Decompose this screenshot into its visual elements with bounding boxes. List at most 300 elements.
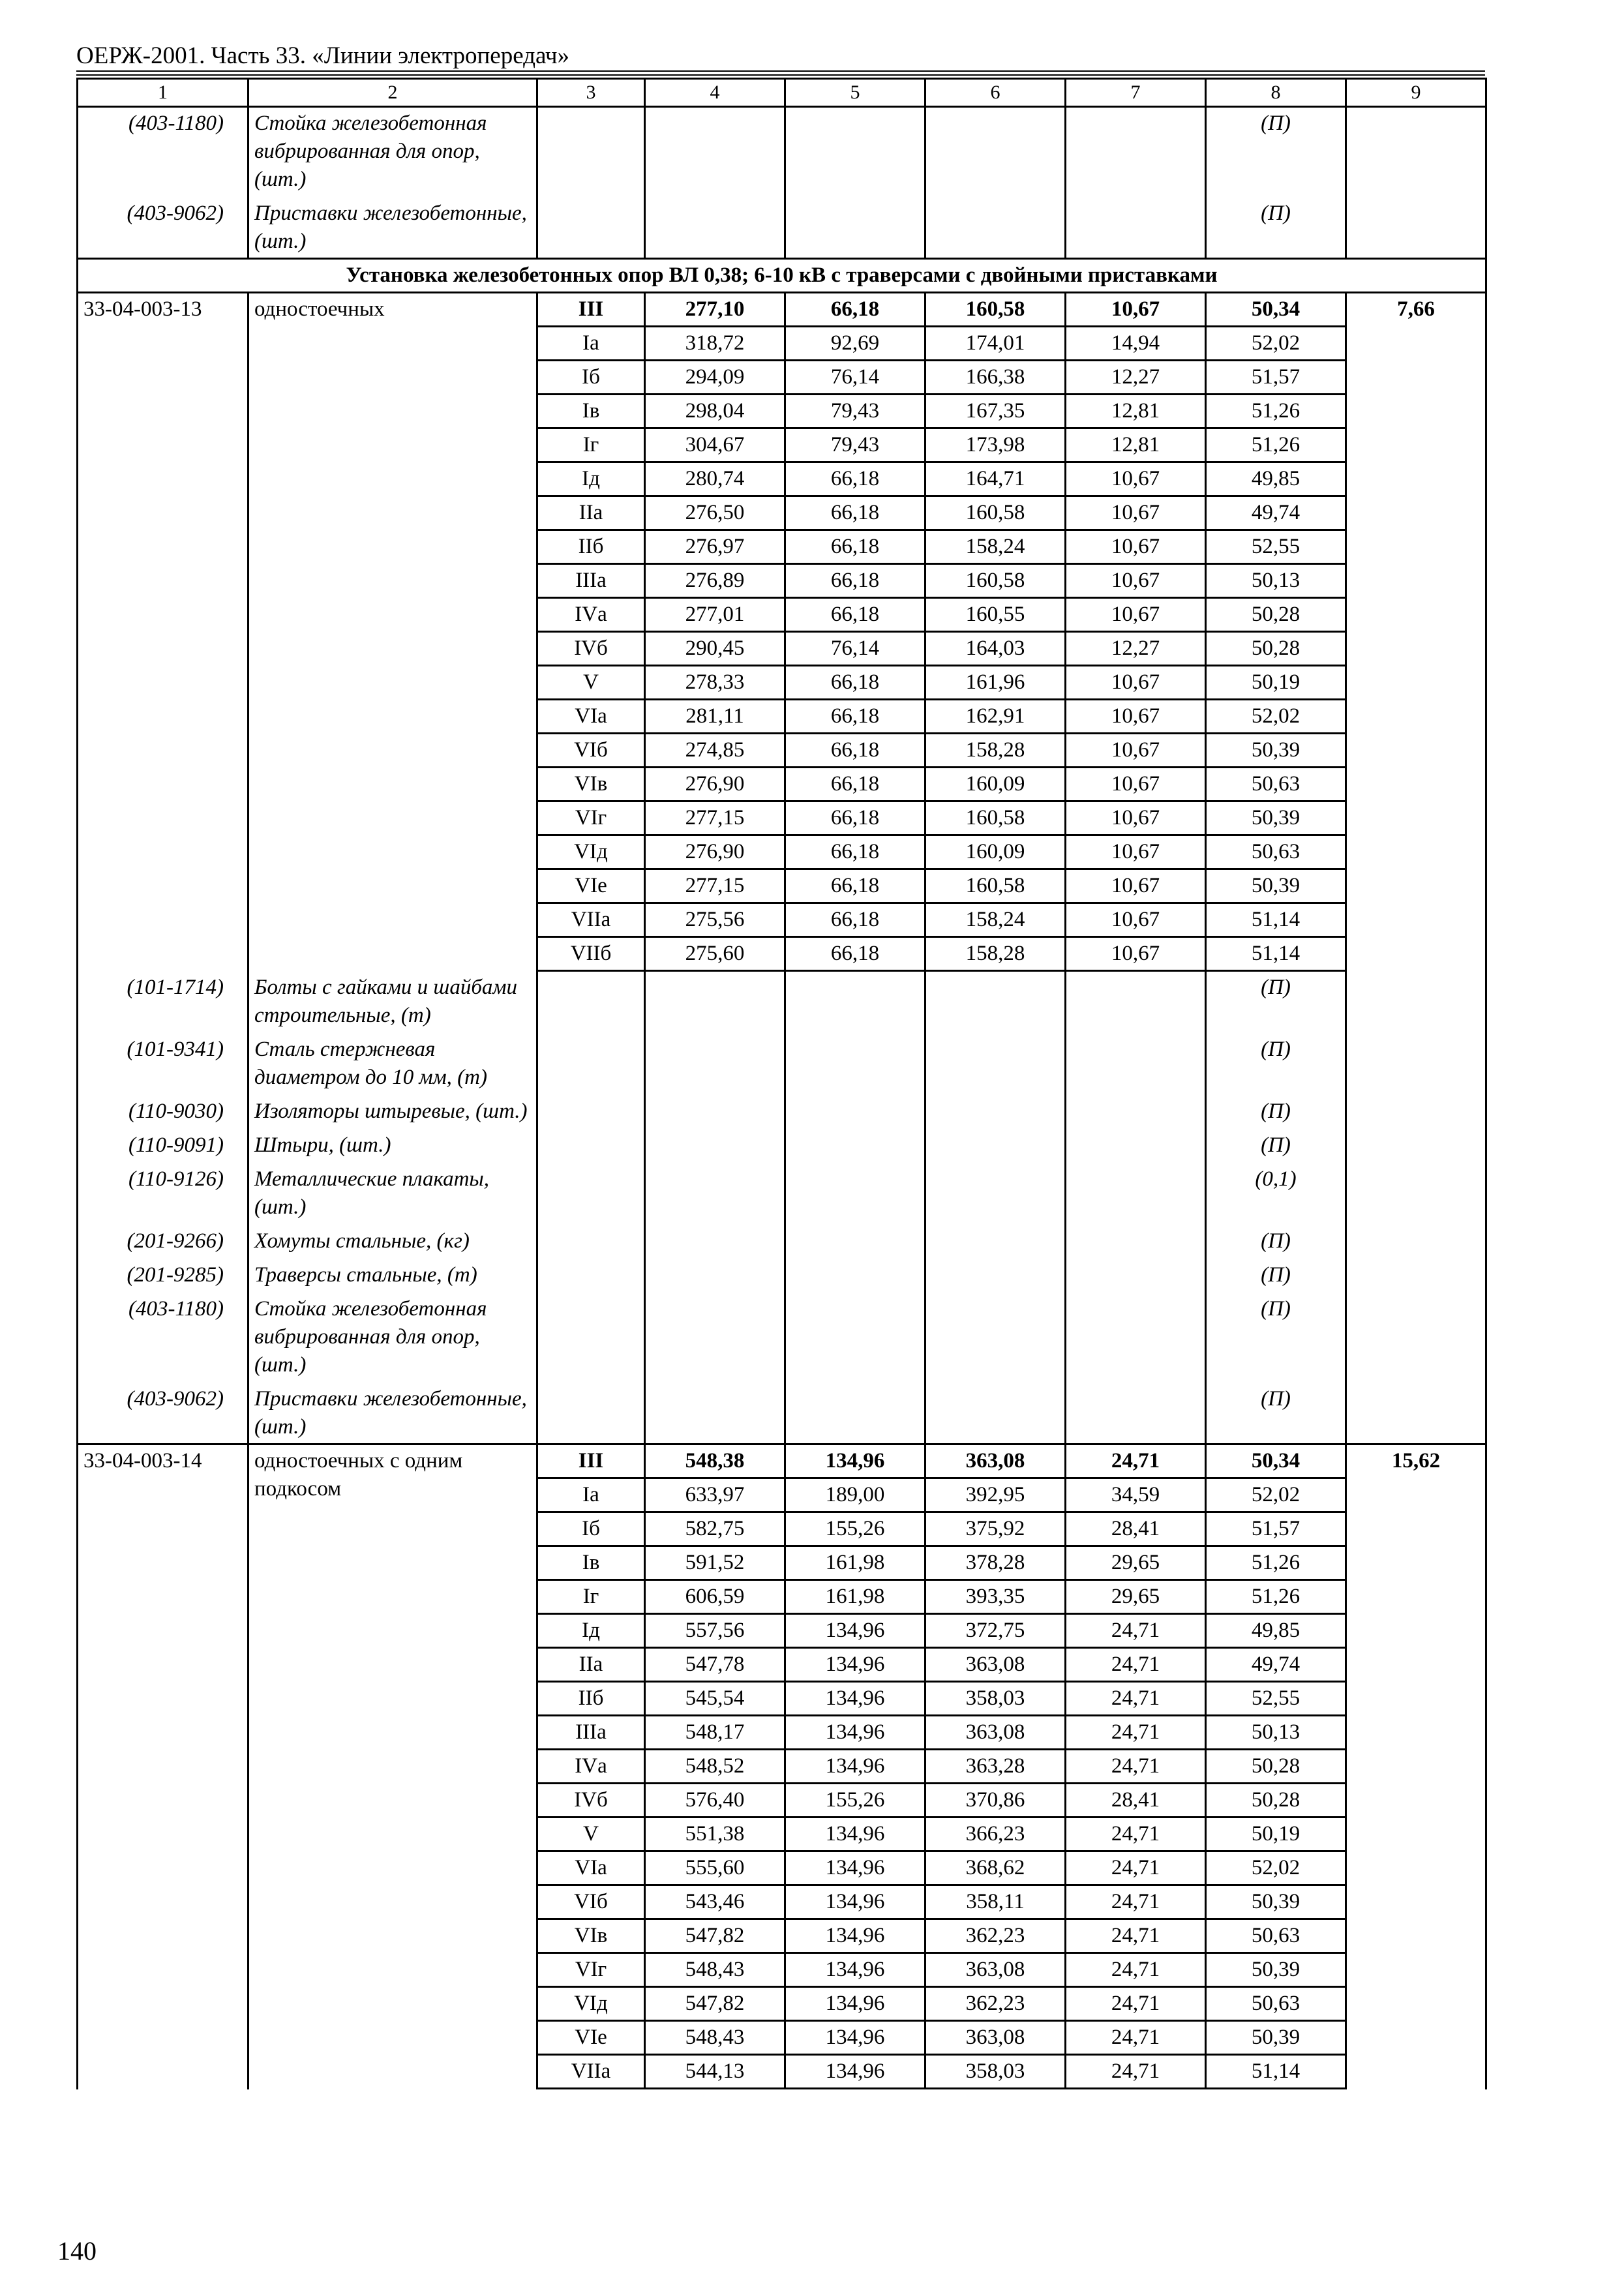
value-cell: 161,96 (925, 666, 1066, 700)
value-cell: 166,38 (925, 361, 1066, 395)
labor-value: 7,66 (1346, 293, 1486, 971)
column-number: 9 (1346, 79, 1486, 107)
value-cell: 189,00 (785, 1478, 925, 1512)
empty-cell (645, 197, 785, 259)
resource-qty: (П) (1206, 197, 1346, 259)
value-cell: 547,78 (645, 1648, 785, 1682)
zone-cell: Iв (537, 395, 645, 428)
value-cell: 50,19 (1206, 1818, 1346, 1851)
value-cell: 160,55 (925, 598, 1066, 632)
value-cell: 160,58 (925, 564, 1066, 598)
value-cell: 375,92 (925, 1512, 1066, 1546)
value-cell: 134,96 (785, 2055, 925, 2089)
value-cell: 358,11 (925, 1885, 1066, 1919)
value-cell: 276,97 (645, 530, 785, 564)
zone-cell: IIа (537, 496, 645, 530)
value-cell: 49,85 (1206, 462, 1346, 496)
empty-cell (1346, 1383, 1486, 1444)
empty-cell (1066, 1293, 1206, 1383)
zone-cell: VIб (537, 734, 645, 768)
empty-cell (785, 1383, 925, 1444)
value-cell: 29,65 (1066, 1546, 1206, 1580)
resource-code: (201-9266) (78, 1225, 248, 1259)
zone-cell: VIд (537, 835, 645, 869)
value-cell: 160,09 (925, 835, 1066, 869)
value-cell: 10,67 (1066, 869, 1206, 903)
value-cell: 50,13 (1206, 564, 1346, 598)
value-cell: 28,41 (1066, 1784, 1206, 1818)
value-cell: 276,90 (645, 768, 785, 801)
value-cell: 155,26 (785, 1784, 925, 1818)
value-cell: 544,13 (645, 2055, 785, 2089)
zone-cell: IIIа (537, 1716, 645, 1750)
empty-cell (925, 1383, 1066, 1444)
value-cell: 52,02 (1206, 1478, 1346, 1512)
resource-qty: (П) (1206, 1259, 1346, 1293)
zone-cell: VIв (537, 1919, 645, 1953)
value-cell: 50,28 (1206, 598, 1346, 632)
resource-row (78, 1163, 1486, 1225)
zone-cell: VIIа (537, 903, 645, 937)
resource-qty: (П) (1206, 1293, 1346, 1383)
column-number: 2 (248, 79, 537, 107)
value-cell: 363,08 (925, 1444, 1066, 1478)
labor-value: 15,62 (1346, 1444, 1486, 2089)
value-cell: 24,71 (1066, 1851, 1206, 1885)
value-cell: 24,71 (1066, 1987, 1206, 2021)
value-cell: 363,28 (925, 1750, 1066, 1784)
value-cell: 10,67 (1066, 734, 1206, 768)
zone-cell: Iд (537, 462, 645, 496)
value-cell: 276,50 (645, 496, 785, 530)
value-cell: 134,96 (785, 1614, 925, 1648)
value-cell: 547,82 (645, 1987, 785, 2021)
value-cell: 12,81 (1066, 395, 1206, 428)
value-cell: 24,71 (1066, 1444, 1206, 1478)
value-cell: 363,08 (925, 1648, 1066, 1682)
value-cell: 278,33 (645, 666, 785, 700)
value-cell: 10,67 (1066, 700, 1206, 734)
value-cell: 372,75 (925, 1614, 1066, 1648)
value-cell: 280,74 (645, 462, 785, 496)
zone-cell: VIг (537, 1953, 645, 1987)
resource-name: Хомуты стальные, (кг) (248, 1225, 537, 1259)
value-cell: 370,86 (925, 1784, 1066, 1818)
value-cell: 582,75 (645, 1512, 785, 1546)
value-cell: 24,71 (1066, 1818, 1206, 1851)
value-cell: 160,58 (925, 801, 1066, 835)
value-cell: 10,67 (1066, 937, 1206, 971)
empty-cell (537, 1163, 645, 1225)
empty-cell (925, 1293, 1066, 1383)
value-cell: 362,23 (925, 1919, 1066, 1953)
value-cell: 160,58 (925, 869, 1066, 903)
column-number-row (78, 79, 1486, 107)
value-cell: 10,67 (1066, 835, 1206, 869)
value-cell: 50,39 (1206, 1953, 1346, 1987)
value-cell: 14,94 (1066, 327, 1206, 361)
empty-cell (785, 1293, 925, 1383)
value-cell: 50,39 (1206, 801, 1346, 835)
value-cell: 29,65 (1066, 1580, 1206, 1614)
zone-cell: IIа (537, 1648, 645, 1682)
value-cell: 66,18 (785, 293, 925, 327)
value-cell: 51,14 (1206, 903, 1346, 937)
resource-code: (403-1180) (78, 107, 248, 197)
resource-code: (101-9341) (78, 1033, 248, 1095)
value-cell: 50,39 (1206, 734, 1346, 768)
value-cell: 66,18 (785, 903, 925, 937)
value-cell: 161,98 (785, 1546, 925, 1580)
data-row (78, 1444, 1486, 1478)
value-cell: 551,38 (645, 1818, 785, 1851)
empty-cell (645, 1293, 785, 1383)
value-cell: 66,18 (785, 835, 925, 869)
empty-cell (645, 107, 785, 197)
zone-cell: Iа (537, 327, 645, 361)
resource-code: (110-9091) (78, 1129, 248, 1163)
value-cell: 66,18 (785, 869, 925, 903)
empty-cell (537, 1095, 645, 1129)
value-cell: 318,72 (645, 327, 785, 361)
value-cell: 277,10 (645, 293, 785, 327)
zone-cell: VIд (537, 1987, 645, 2021)
value-cell: 164,03 (925, 632, 1066, 666)
empty-cell (1346, 1225, 1486, 1259)
value-cell: 49,74 (1206, 1648, 1346, 1682)
value-cell: 34,59 (1066, 1478, 1206, 1512)
empty-cell (1066, 971, 1206, 1033)
resource-qty: (П) (1206, 1225, 1346, 1259)
value-cell: 49,74 (1206, 496, 1346, 530)
value-cell: 10,67 (1066, 462, 1206, 496)
empty-cell (1066, 1259, 1206, 1293)
zone-cell: Iа (537, 1478, 645, 1512)
value-cell: 368,62 (925, 1851, 1066, 1885)
empty-cell (925, 197, 1066, 259)
zone-cell: III (537, 293, 645, 327)
value-cell: 66,18 (785, 700, 925, 734)
value-cell: 76,14 (785, 361, 925, 395)
zone-cell: VIе (537, 869, 645, 903)
resource-name: Стойка железобетонная вибрированная для опор, (шт.) (248, 1293, 537, 1383)
zone-cell: VIа (537, 700, 645, 734)
value-cell: 10,67 (1066, 530, 1206, 564)
column-number: 4 (645, 79, 785, 107)
empty-cell (645, 971, 785, 1033)
value-cell: 51,26 (1206, 395, 1346, 428)
value-cell: 10,67 (1066, 768, 1206, 801)
empty-cell (537, 107, 645, 197)
value-cell: 161,98 (785, 1580, 925, 1614)
resource-row (78, 107, 1486, 197)
value-cell: 277,15 (645, 801, 785, 835)
value-cell: 173,98 (925, 428, 1066, 462)
zone-cell: IIIа (537, 564, 645, 598)
value-cell: 50,39 (1206, 2021, 1346, 2055)
value-cell: 12,81 (1066, 428, 1206, 462)
value-cell: 50,28 (1206, 1784, 1346, 1818)
value-cell: 50,63 (1206, 768, 1346, 801)
zone-cell: V (537, 666, 645, 700)
value-cell: 363,08 (925, 1953, 1066, 1987)
empty-cell (1066, 107, 1206, 197)
value-cell: 10,67 (1066, 598, 1206, 632)
value-cell: 134,96 (785, 1953, 925, 1987)
value-cell: 358,03 (925, 2055, 1066, 2089)
zone-cell: VIIб (537, 937, 645, 971)
value-cell: 281,11 (645, 700, 785, 734)
zone-cell: VIг (537, 801, 645, 835)
value-cell: 50,34 (1206, 293, 1346, 327)
value-cell: 50,34 (1206, 1444, 1346, 1478)
resource-code: (110-9030) (78, 1095, 248, 1129)
value-cell: 155,26 (785, 1512, 925, 1546)
empty-cell (925, 1129, 1066, 1163)
value-cell: 548,43 (645, 2021, 785, 2055)
value-cell: 363,08 (925, 2021, 1066, 2055)
value-cell: 24,71 (1066, 2055, 1206, 2089)
empty-cell (785, 197, 925, 259)
empty-cell (1346, 971, 1486, 1033)
empty-cell (1066, 1225, 1206, 1259)
value-cell: 50,28 (1206, 632, 1346, 666)
value-cell: 548,52 (645, 1750, 785, 1784)
empty-cell (785, 1163, 925, 1225)
zone-cell: IIб (537, 530, 645, 564)
column-number: 5 (785, 79, 925, 107)
value-cell: 50,13 (1206, 1716, 1346, 1750)
zone-cell: IVб (537, 632, 645, 666)
value-cell: 160,58 (925, 293, 1066, 327)
value-cell: 274,85 (645, 734, 785, 768)
value-cell: 277,15 (645, 869, 785, 903)
value-cell: 24,71 (1066, 1885, 1206, 1919)
value-cell: 66,18 (785, 734, 925, 768)
value-cell: 24,71 (1066, 1716, 1206, 1750)
value-cell: 134,96 (785, 2021, 925, 2055)
resource-code: (110-9126) (78, 1163, 248, 1225)
empty-cell (925, 1033, 1066, 1095)
value-cell: 158,24 (925, 903, 1066, 937)
empty-cell (925, 1163, 1066, 1225)
value-cell: 66,18 (785, 598, 925, 632)
column-number: 8 (1206, 79, 1346, 107)
value-cell: 548,38 (645, 1444, 785, 1478)
resource-row (78, 1225, 1486, 1259)
value-cell: 276,89 (645, 564, 785, 598)
value-cell: 160,58 (925, 496, 1066, 530)
empty-cell (785, 107, 925, 197)
value-cell: 51,26 (1206, 428, 1346, 462)
empty-cell (1346, 1293, 1486, 1383)
zone-cell: Iб (537, 1512, 645, 1546)
empty-cell (1066, 197, 1206, 259)
value-cell: 79,43 (785, 395, 925, 428)
value-cell: 294,09 (645, 361, 785, 395)
resource-row (78, 1293, 1486, 1383)
resource-qty: (П) (1206, 107, 1346, 197)
value-cell: 134,96 (785, 1919, 925, 1953)
value-cell: 24,71 (1066, 1614, 1206, 1648)
empty-cell (1346, 1259, 1486, 1293)
zone-cell: III (537, 1444, 645, 1478)
empty-cell (1346, 197, 1486, 259)
value-cell: 363,08 (925, 1716, 1066, 1750)
value-cell: 10,67 (1066, 564, 1206, 598)
value-cell: 66,18 (785, 937, 925, 971)
resource-code: (201-9285) (78, 1259, 248, 1293)
value-cell: 52,02 (1206, 700, 1346, 734)
value-cell: 52,55 (1206, 530, 1346, 564)
value-cell: 548,43 (645, 1953, 785, 1987)
value-cell: 66,18 (785, 768, 925, 801)
empty-cell (785, 1095, 925, 1129)
empty-cell (785, 1225, 925, 1259)
entry-name: одностоечных (248, 293, 537, 971)
value-cell: 160,09 (925, 768, 1066, 801)
empty-cell (537, 971, 645, 1033)
empty-cell (1066, 1163, 1206, 1225)
resource-code: (403-9062) (78, 197, 248, 259)
value-cell: 591,52 (645, 1546, 785, 1580)
value-cell: 10,67 (1066, 496, 1206, 530)
resource-qty: (П) (1206, 1383, 1346, 1444)
empty-cell (537, 1033, 645, 1095)
empty-cell (925, 107, 1066, 197)
value-cell: 50,39 (1206, 1885, 1346, 1919)
value-cell: 164,71 (925, 462, 1066, 496)
header-rule (76, 70, 1485, 72)
empty-cell (1346, 1129, 1486, 1163)
empty-cell (1346, 1033, 1486, 1095)
resource-qty: (П) (1206, 971, 1346, 1033)
value-cell: 50,63 (1206, 1987, 1346, 2021)
value-cell: 543,46 (645, 1885, 785, 1919)
value-cell: 277,01 (645, 598, 785, 632)
value-cell: 10,67 (1066, 666, 1206, 700)
zone-cell: VIIа (537, 2055, 645, 2089)
empty-cell (1346, 1163, 1486, 1225)
empty-cell (537, 1129, 645, 1163)
price-table (76, 78, 1487, 2089)
page-number: 140 (57, 2236, 97, 2266)
value-cell: 358,03 (925, 1682, 1066, 1716)
value-cell: 362,23 (925, 1987, 1066, 2021)
entry-name: одностоечных с одним подкосом (248, 1444, 537, 2089)
value-cell: 76,14 (785, 632, 925, 666)
resource-name: Изоляторы штыревые, (шт.) (248, 1095, 537, 1129)
value-cell: 50,19 (1206, 666, 1346, 700)
column-number: 6 (925, 79, 1066, 107)
empty-cell (785, 971, 925, 1033)
value-cell: 298,04 (645, 395, 785, 428)
resource-qty: (П) (1206, 1033, 1346, 1095)
zone-cell: VIб (537, 1885, 645, 1919)
value-cell: 28,41 (1066, 1512, 1206, 1546)
zone-cell: IVа (537, 598, 645, 632)
empty-cell (785, 1259, 925, 1293)
zone-cell: IVа (537, 1750, 645, 1784)
value-cell: 366,23 (925, 1818, 1066, 1851)
value-cell: 50,39 (1206, 869, 1346, 903)
empty-cell (645, 1095, 785, 1129)
empty-cell (645, 1163, 785, 1225)
data-row (78, 293, 1486, 327)
value-cell: 378,28 (925, 1546, 1066, 1580)
value-cell: 51,14 (1206, 2055, 1346, 2089)
value-cell: 134,96 (785, 1851, 925, 1885)
value-cell: 134,96 (785, 1885, 925, 1919)
value-cell: 158,28 (925, 937, 1066, 971)
value-cell: 51,14 (1206, 937, 1346, 971)
value-cell: 393,35 (925, 1580, 1066, 1614)
value-cell: 10,67 (1066, 801, 1206, 835)
zone-cell: VIв (537, 768, 645, 801)
table-body (78, 79, 1486, 2089)
section-title: Установка железобетонных опор ВЛ 0,38; 6-10 кВ с траверсами с двойными приставками (78, 259, 1486, 293)
value-cell: 276,90 (645, 835, 785, 869)
zone-cell: IVб (537, 1784, 645, 1818)
resource-name: Приставки железобетонные, (шт.) (248, 197, 537, 259)
value-cell: 66,18 (785, 462, 925, 496)
value-cell: 304,67 (645, 428, 785, 462)
empty-cell (785, 1129, 925, 1163)
empty-cell (925, 1259, 1066, 1293)
resource-name: Болты с гайками и шайбами строительные, (т) (248, 971, 537, 1033)
value-cell: 158,28 (925, 734, 1066, 768)
value-cell: 24,71 (1066, 1750, 1206, 1784)
value-cell: 50,63 (1206, 835, 1346, 869)
resource-name: Штыри, (шт.) (248, 1129, 537, 1163)
resource-name: Приставки железобетонные, (шт.) (248, 1383, 537, 1444)
resource-row (78, 197, 1486, 259)
resource-qty: (П) (1206, 1129, 1346, 1163)
zone-cell: VIа (537, 1851, 645, 1885)
value-cell: 606,59 (645, 1580, 785, 1614)
value-cell: 134,96 (785, 1750, 925, 1784)
value-cell: 24,71 (1066, 1682, 1206, 1716)
value-cell: 275,56 (645, 903, 785, 937)
empty-cell (645, 1225, 785, 1259)
value-cell: 174,01 (925, 327, 1066, 361)
resource-row (78, 1033, 1486, 1095)
value-cell: 79,43 (785, 428, 925, 462)
value-cell: 545,54 (645, 1682, 785, 1716)
resource-code: (403-9062) (78, 1383, 248, 1444)
value-cell: 134,96 (785, 1444, 925, 1478)
value-cell: 50,63 (1206, 1919, 1346, 1953)
value-cell: 66,18 (785, 564, 925, 598)
empty-cell (1066, 1095, 1206, 1129)
resource-name: Сталь стержневая диаметром до 10 мм, (т) (248, 1033, 537, 1095)
value-cell: 290,45 (645, 632, 785, 666)
value-cell: 10,67 (1066, 903, 1206, 937)
resource-name: Траверсы стальные, (т) (248, 1259, 537, 1293)
value-cell: 162,91 (925, 700, 1066, 734)
value-cell: 10,67 (1066, 293, 1206, 327)
value-cell: 49,85 (1206, 1614, 1346, 1648)
entry-code: 33-04-003-13 (78, 293, 248, 971)
value-cell: 66,18 (785, 666, 925, 700)
value-cell: 134,96 (785, 1648, 925, 1682)
value-cell: 24,71 (1066, 1953, 1206, 1987)
empty-cell (645, 1383, 785, 1444)
zone-cell: VIе (537, 2021, 645, 2055)
empty-cell (537, 1293, 645, 1383)
zone-cell: Iд (537, 1614, 645, 1648)
value-cell: 52,02 (1206, 1851, 1346, 1885)
